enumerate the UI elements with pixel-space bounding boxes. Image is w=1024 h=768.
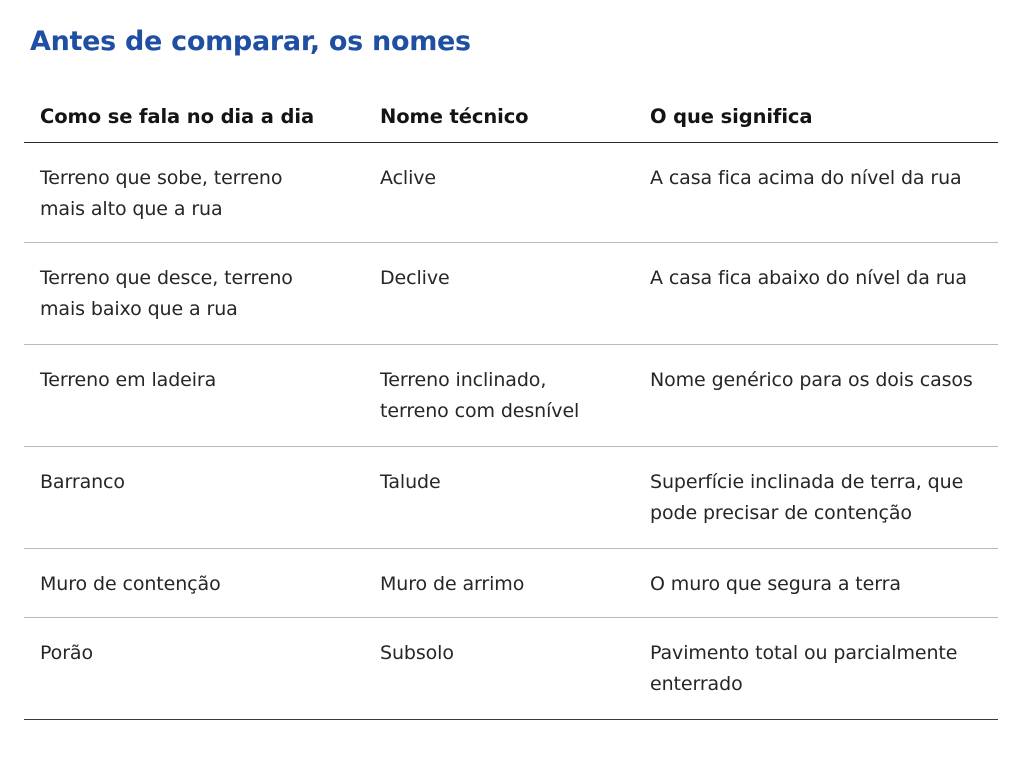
cell-tecnico <box>364 243 634 344</box>
cell-significado <box>634 618 998 719</box>
cell-tecnico <box>364 618 634 719</box>
cell-significado <box>634 143 998 242</box>
cell-tecnico <box>364 345 634 446</box>
cell-line: Subsolo <box>380 642 454 664</box>
cell-line: A casa fica abaixo do nível da rua <box>650 267 967 289</box>
cell-line: Muro de arrimo <box>380 573 525 595</box>
page-title: Antes de comparar, os nomes <box>30 26 471 57</box>
table-row <box>24 618 998 720</box>
header-significado: O que significa <box>650 104 813 128</box>
cell-line: Porão <box>40 642 93 664</box>
cell-line: mais baixo que a rua <box>40 298 238 320</box>
cell-tecnico <box>364 549 634 617</box>
table-row <box>24 549 998 618</box>
header-popular: Como se fala no dia a dia <box>40 104 315 128</box>
cell-line: Terreno que sobe, terreno <box>40 167 283 189</box>
cell-tecnico <box>364 447 634 548</box>
cell-line: Superfície inclinada de terra, que <box>650 471 964 493</box>
cell-line: pode precisar de contenção <box>650 502 912 524</box>
terms-table <box>24 90 998 720</box>
cell-significado <box>634 243 998 344</box>
cell-line: Muro de contenção <box>40 573 221 595</box>
cell-line: Barranco <box>40 471 125 493</box>
cell-popular <box>24 618 364 719</box>
cell-line: Declive <box>380 267 450 289</box>
cell-line: Pavimento total ou parcialmente <box>650 642 958 664</box>
cell-line: mais alto que a rua <box>40 198 223 220</box>
cell-line: enterrado <box>650 673 743 695</box>
cell-tecnico <box>364 143 634 242</box>
cell-line: Terreno em ladeira <box>40 369 217 391</box>
cell-popular <box>24 447 364 548</box>
table-row <box>24 345 998 447</box>
cell-significado <box>634 549 998 617</box>
table-row <box>24 243 998 345</box>
header-tecnico: Nome técnico <box>380 104 529 128</box>
cell-popular <box>24 243 364 344</box>
table-header-row <box>24 90 998 143</box>
cell-line: O muro que segura a terra <box>650 573 901 595</box>
cell-popular <box>24 143 364 242</box>
cell-popular <box>24 549 364 617</box>
cell-line: Talude <box>380 471 441 493</box>
cell-line: Terreno que desce, terreno <box>40 267 293 289</box>
cell-significado <box>634 447 998 548</box>
cell-significado <box>634 345 998 446</box>
cell-popular <box>24 345 364 446</box>
cell-line: Nome genérico para os dois casos <box>650 369 973 391</box>
cell-line: Terreno inclinado, <box>380 369 547 391</box>
table-row <box>24 447 998 549</box>
cell-line: A casa fica acima do nível da rua <box>650 167 962 189</box>
cell-line: Aclive <box>380 167 437 189</box>
cell-line: terreno com desnível <box>380 400 580 422</box>
table-row <box>24 143 998 243</box>
